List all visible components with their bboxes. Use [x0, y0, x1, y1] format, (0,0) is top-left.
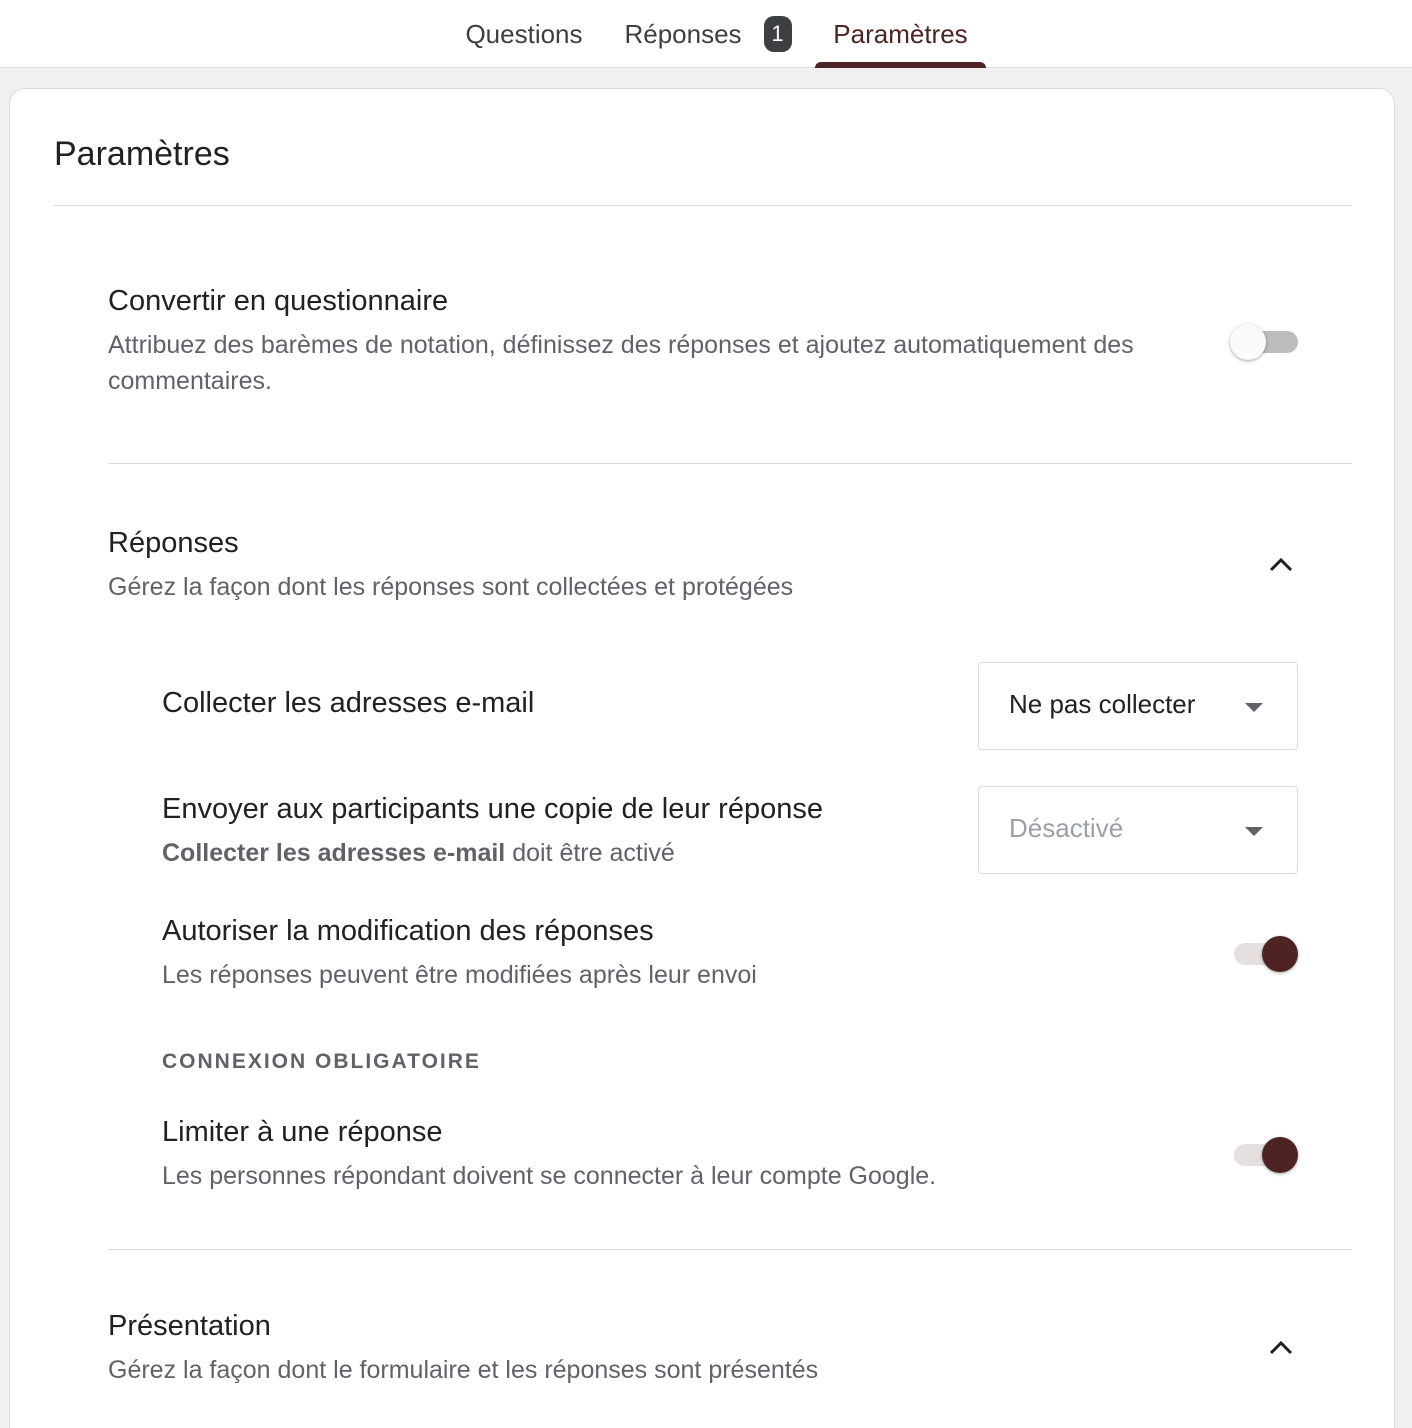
- allow-edit-toggle[interactable]: [1230, 934, 1300, 974]
- responses-section-description: Gérez la façon dont les réponses sont collectées et protégées: [108, 573, 794, 601]
- tab-settings[interactable]: [815, 0, 986, 68]
- page-title: Paramètres: [54, 135, 230, 173]
- toggle-thumb: [1262, 936, 1298, 972]
- settings-card: [9, 88, 1395, 1428]
- tab-questions-label: Questions: [465, 18, 583, 49]
- quiz-desc-line-2: commentaires.: [108, 367, 272, 395]
- tab-responses-label: Réponses: [624, 18, 742, 49]
- login-required-header: CONNEXION OBLIGATOIRE: [162, 1050, 481, 1073]
- presentation-section-description: Gérez la façon dont le formulaire et les réponses sont présentés: [108, 1356, 819, 1384]
- collect-email-label: Collecter les adresses e-mail: [162, 687, 535, 719]
- responses-count-badge: 1: [764, 16, 792, 52]
- send-copy-note-bold: Collecter les adresses e-mail: [162, 839, 506, 867]
- send-copy-note-rest: doit être activé: [505, 839, 675, 867]
- tab-questions[interactable]: [448, 0, 600, 68]
- limit-one-toggle[interactable]: [1230, 1135, 1300, 1175]
- dropdown-caret-icon: [1245, 827, 1263, 836]
- send-copy-value: Désactivé: [1009, 813, 1124, 843]
- responses-section-title: Réponses: [108, 527, 239, 559]
- limit-one-description: Les personnes répondant doivent se connecter à leur compte Google.: [162, 1162, 937, 1190]
- limit-one-label: Limiter à une réponse: [162, 1116, 443, 1148]
- tab-settings-label: Paramètres: [833, 18, 968, 49]
- toggle-thumb: [1262, 1137, 1298, 1173]
- top-tab-bar: [0, 0, 1412, 68]
- toggle-thumb: [1230, 324, 1266, 360]
- tab-responses[interactable]: [612, 0, 804, 68]
- send-copy-note: [162, 839, 675, 868]
- active-tab-indicator: [815, 62, 986, 68]
- collect-email-value: Ne pas collecter: [1009, 689, 1196, 719]
- send-copy-label: Envoyer aux participants une copie de leur réponse: [162, 793, 823, 825]
- quiz-section-title: Convertir en questionnaire: [108, 285, 449, 317]
- send-copy-select[interactable]: [978, 786, 1298, 874]
- chevron-up-icon[interactable]: [1266, 1333, 1296, 1363]
- responses-divider: [108, 1249, 1352, 1250]
- allow-edit-description: Les réponses peuvent être modifiées après leur envoi: [162, 961, 757, 989]
- dropdown-caret-icon: [1245, 703, 1263, 712]
- quiz-toggle[interactable]: [1230, 322, 1300, 362]
- title-divider: [54, 205, 1352, 206]
- presentation-section-title: Présentation: [108, 1310, 271, 1342]
- collect-email-select[interactable]: [978, 662, 1298, 750]
- allow-edit-label: Autoriser la modification des réponses: [162, 915, 654, 947]
- quiz-section-description: [108, 327, 1198, 399]
- chevron-up-icon[interactable]: [1266, 550, 1296, 580]
- quiz-desc-line-1: Attribuez des barèmes de notation, définissez des réponses et ajoutez automatiquement des: [108, 331, 1134, 359]
- quiz-divider: [108, 463, 1352, 464]
